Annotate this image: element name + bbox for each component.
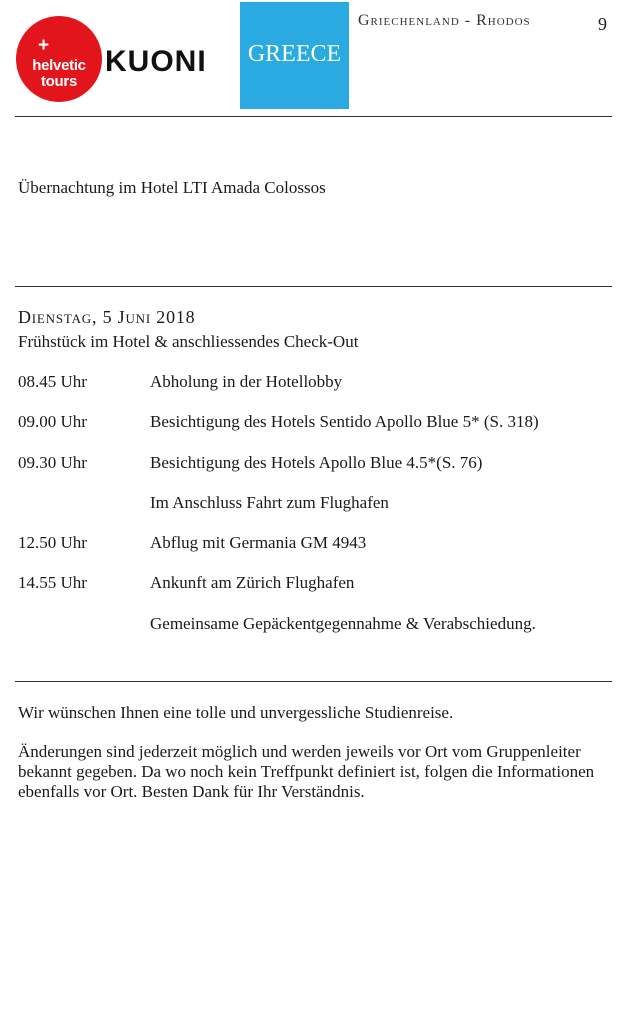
schedule-text: Ankunft am Zürich Flughafen — [150, 573, 355, 592]
kuoni-logo: KUONI — [105, 45, 207, 78]
helvetic-tours-logo — [16, 16, 102, 102]
schedule-text: Abholung in der Hotellobby — [150, 372, 343, 391]
logo-line-helvetic: helvetic — [32, 57, 86, 74]
page-number: 9 — [598, 14, 607, 34]
schedule-text: Abflug mit Germania GM 4943 — [150, 533, 367, 552]
schedule-text: Besichtigung des Hotels Apollo Blue 4.5*(S. 76) — [150, 453, 483, 472]
day-heading: Dienstag, 5 Juni 2018 — [18, 307, 196, 327]
logo-plus-mark: + — [38, 35, 50, 56]
schedule-time: 12.50 Uhr — [18, 533, 87, 552]
header-divider — [15, 116, 612, 117]
schedule-time: 09.30 Uhr — [18, 453, 87, 472]
schedule-time: 09.00 Uhr — [18, 412, 87, 431]
page-header-title: Griechenland - Rhodos — [358, 12, 531, 29]
closing-divider — [15, 681, 612, 682]
overnight-note: Übernachtung im Hotel LTI Amada Colossos — [18, 178, 326, 197]
closing-note: Änderungen sind jederzeit möglich und werden jeweils vor Ort vom Gruppenleiter bekannt gegeben. Da wo noch kein Treffpunkt definiert ist, folgen die Informationen ebenfalls vor Ort. Besten Dank für Ihr Verständnis. — [18, 742, 595, 801]
schedule-text: Im Anschluss Fahrt zum Flughafen — [150, 493, 389, 512]
schedule-text: Besichtigung des Hotels Sentido Apollo Blue 5* (S. 318) — [150, 412, 539, 431]
logo-line-tours: tours — [40, 73, 77, 90]
schedule-time: 08.45 Uhr — [18, 372, 87, 391]
closing-wish: Wir wünschen Ihnen eine tolle und unvergessliche Studienreise. — [18, 703, 454, 722]
schedule-time: 14.55 Uhr — [18, 573, 87, 592]
greece-logo — [240, 2, 349, 109]
schedule-text: Gemeinsame Gepäckentgegennahme & Verabschiedung. — [150, 614, 536, 633]
greece-logo-text: GREECE — [247, 41, 342, 67]
section-divider — [15, 286, 612, 287]
day-subheading: Frühstück im Hotel & anschliessendes Check-Out — [18, 332, 359, 351]
